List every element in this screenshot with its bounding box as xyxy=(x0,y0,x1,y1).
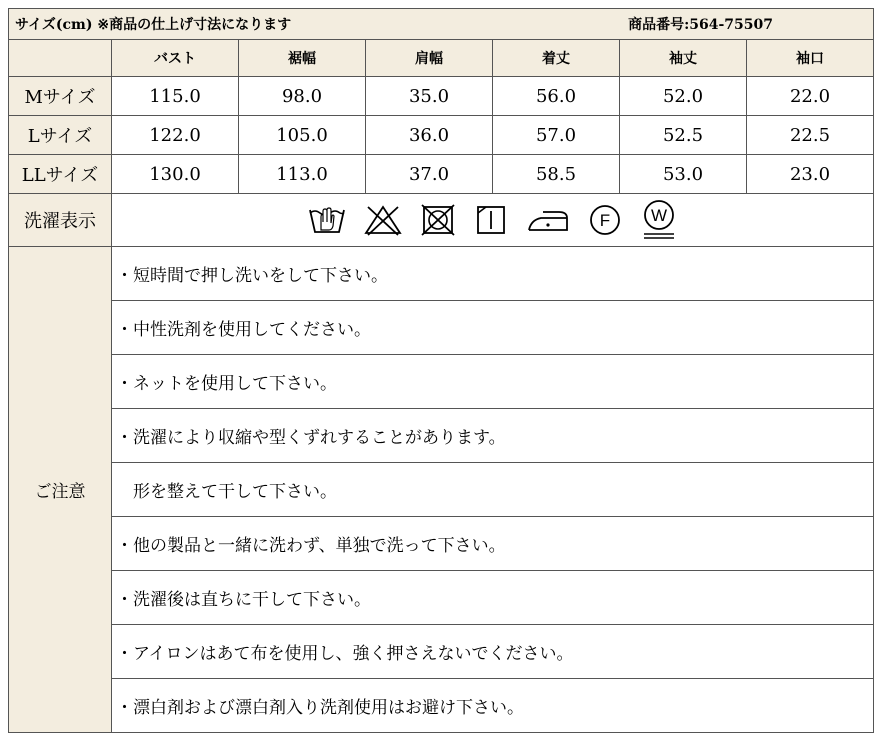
note-item: ・アイロンはあて布を使用し、強く押さえないでください。 xyxy=(112,625,874,679)
note-item: ・洗濯後は直ちに干して下さい。 xyxy=(112,571,874,625)
wet-clean-w-icon xyxy=(639,198,679,242)
note-row xyxy=(9,355,874,409)
care-icons xyxy=(112,194,873,246)
care-row xyxy=(9,194,874,247)
hand-wash-icon xyxy=(307,202,347,238)
value-cell: 105.0 xyxy=(239,116,366,155)
line-dry-icon xyxy=(473,202,509,238)
value-cell: 52.5 xyxy=(620,116,747,155)
value-cell: 58.5 xyxy=(493,155,620,194)
value-cell: 57.0 xyxy=(493,116,620,155)
value-cell: 115.0 xyxy=(112,77,239,116)
note-row xyxy=(9,247,874,301)
value-cell: 113.0 xyxy=(239,155,366,194)
care-icons-cell xyxy=(112,194,874,247)
note-item: 形を整えて干して下さい。 xyxy=(112,463,874,517)
iron-icon xyxy=(525,202,571,238)
size-row-ll xyxy=(9,155,874,194)
col-hem-width: 裾幅 xyxy=(239,40,366,77)
corner-cell xyxy=(9,40,112,77)
size-note-title: サイズ(cm) ※商品の仕上げ寸法になります xyxy=(15,17,292,33)
header-row xyxy=(9,9,874,40)
size-label: Mサイズ xyxy=(9,77,112,116)
care-label: 洗濯表示 xyxy=(9,194,112,247)
value-cell: 98.0 xyxy=(239,77,366,116)
size-label: LLサイズ xyxy=(9,155,112,194)
notes-label: ご注意 xyxy=(9,247,112,733)
wet-clean-letter: W xyxy=(650,206,667,225)
value-cell: 22.5 xyxy=(747,116,874,155)
dry-clean-f-icon xyxy=(587,202,623,238)
note-row xyxy=(9,409,874,463)
note-row xyxy=(9,625,874,679)
value-cell: 52.0 xyxy=(620,77,747,116)
product-code: 商品番号:564-75507 xyxy=(628,17,774,33)
size-label: Lサイズ xyxy=(9,116,112,155)
col-cuff: 袖口 xyxy=(747,40,874,77)
col-bust: バスト xyxy=(112,40,239,77)
note-item: ・短時間で押し洗いをして下さい。 xyxy=(112,247,874,301)
no-tumble-dry-icon xyxy=(419,202,457,238)
size-row-l xyxy=(9,116,874,155)
size-row-m xyxy=(9,77,874,116)
note-item: ・漂白剤および漂白剤入り洗剤使用はお避け下さい。 xyxy=(112,679,874,733)
value-cell: 35.0 xyxy=(366,77,493,116)
value-cell: 22.0 xyxy=(747,77,874,116)
note-item: ・中性洗剤を使用してください。 xyxy=(112,301,874,355)
value-cell: 56.0 xyxy=(493,77,620,116)
header-cell xyxy=(9,9,874,40)
note-row xyxy=(9,679,874,733)
note-item: ・洗濯により収縮や型くずれすることがあります。 xyxy=(112,409,874,463)
col-length: 着丈 xyxy=(493,40,620,77)
value-cell: 36.0 xyxy=(366,116,493,155)
value-cell: 130.0 xyxy=(112,155,239,194)
value-cell: 37.0 xyxy=(366,155,493,194)
note-item: ・他の製品と一緒に洗わず、単独で洗って下さい。 xyxy=(112,517,874,571)
value-cell: 23.0 xyxy=(747,155,874,194)
note-row xyxy=(9,463,874,517)
column-header-row xyxy=(9,40,874,77)
note-row xyxy=(9,301,874,355)
note-row xyxy=(9,571,874,625)
note-item: ・ネットを使用して下さい。 xyxy=(112,355,874,409)
value-cell: 53.0 xyxy=(620,155,747,194)
no-bleach-icon xyxy=(363,203,403,237)
size-care-sheet xyxy=(8,8,874,733)
dry-clean-letter: F xyxy=(599,211,610,230)
note-row xyxy=(9,517,874,571)
col-shoulder-width: 肩幅 xyxy=(366,40,493,77)
col-sleeve-length: 袖丈 xyxy=(620,40,747,77)
value-cell: 122.0 xyxy=(112,116,239,155)
